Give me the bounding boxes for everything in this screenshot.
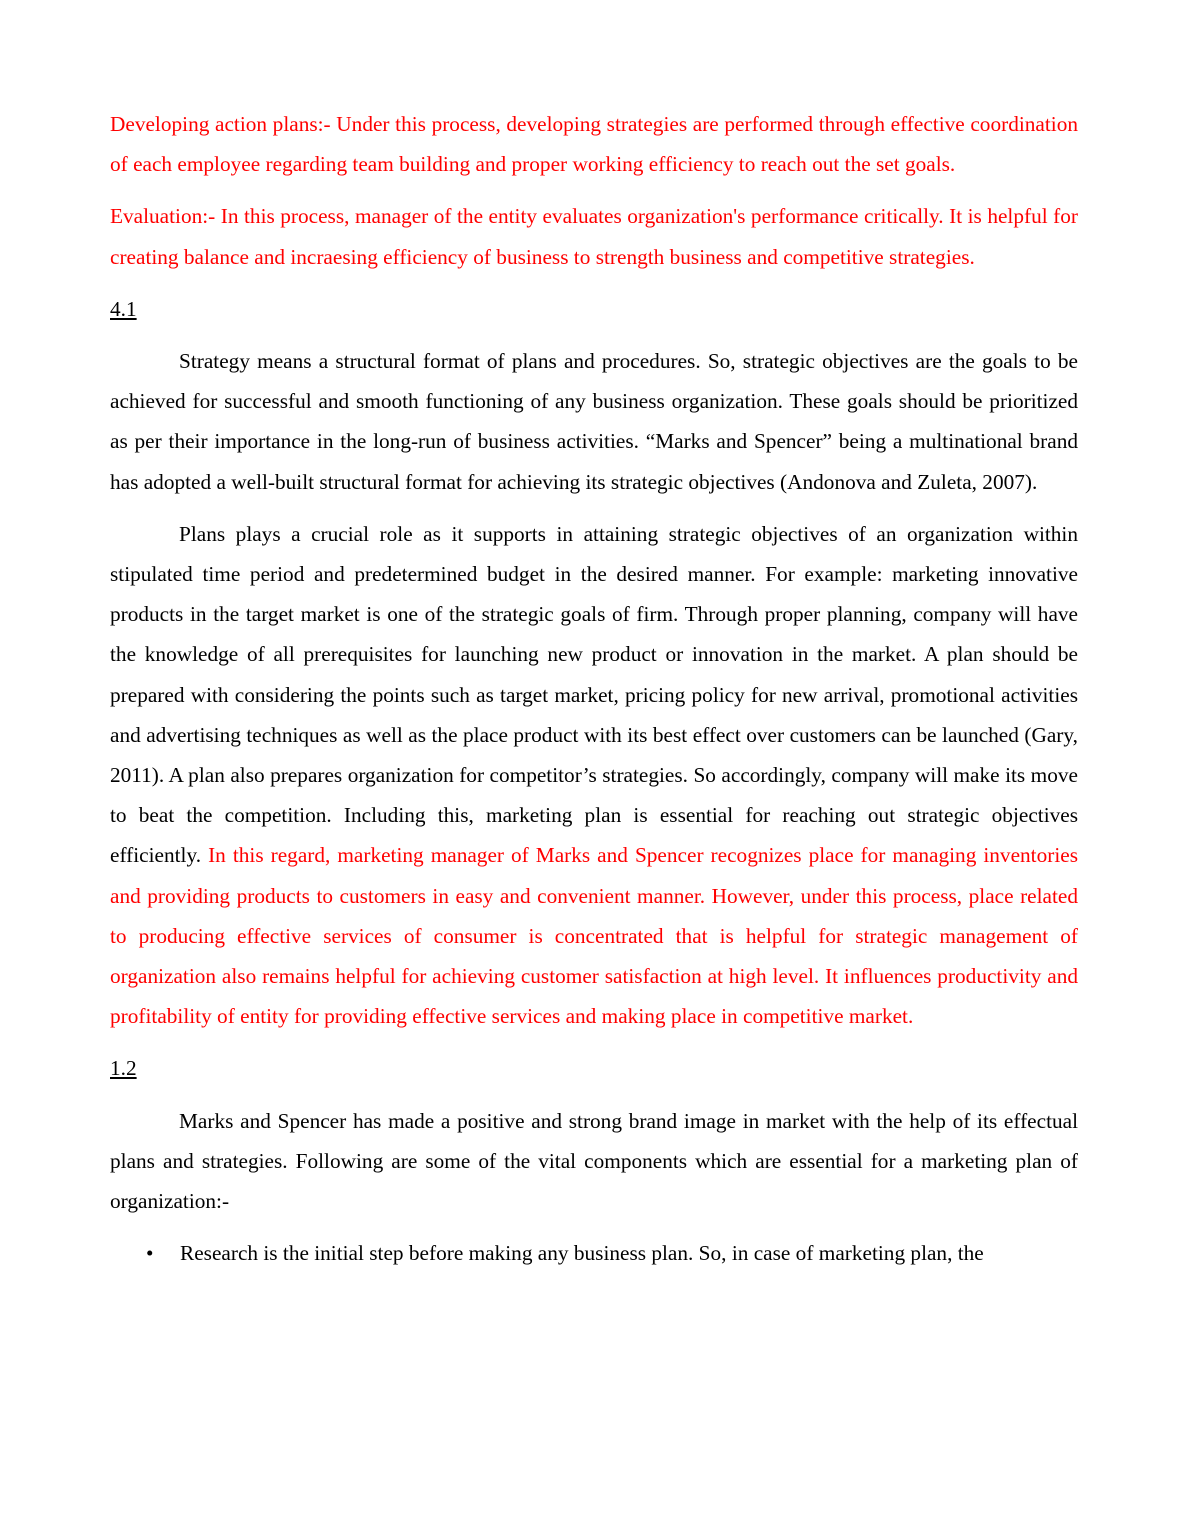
paragraph-action-plans: Developing action plans:- Under this process, developing strategies are performed through effective coordination of each employee regarding team building and proper working efficiency to reach out the set goals. — [110, 112, 1078, 177]
bullet-list — [110, 1233, 1078, 1273]
bullet-text: Research is the initial step before making any business plan. So, in case of marketing plan, the — [180, 1241, 984, 1266]
paragraph-evaluation: Evaluation:- In this process, manager of the entity evaluates organization's performance critically. It is helpful for creating balance and incraesing efficiency of business to strength business and competitive strategies. — [110, 204, 1078, 269]
bullet-icon: • — [146, 1241, 154, 1266]
paragraph-plans-red: In this regard, marketing manager of Marks and Spencer recognizes place for managing inventories and providing products to customers in easy and convenient manner. However, under this process, place related to producing effective services of consumer is concentrated that is helpful for strategic management of organization also remains helpful for achieving customer satisfaction at high level. It influences productivity and profitability of entity for providing effective services and making place in competitive market. — [110, 843, 1078, 1029]
paragraph-plans-black: Plans plays a crucial role as it supports in attaining strategic objectives of an organization within stipulated time period and predetermined budget in the desired manner. For example: marketing innovative products in the target market is one of the strategic goals of firm. Through proper planning, company will have the knowledge of all prerequisites for launching new product or innovation in the market. A plan should be prepared with considering the points such as target market, pricing policy for new arrival, promotional activities and advertising techniques as well as the place product with its best effect over customers can be launched (Gary, 2011). A plan also prepares organization for competitor’s strategies. So accordingly, company will make its move to beat the competition. Including this, marketing plan is essential for reaching out strategic objectives efficiently. — [110, 521, 1078, 868]
paragraph-brand-image: Marks and Spencer has made a positive and strong brand image in market with the help of its effectual plans and strategies. Following are some of the vital components which are essential for a marketing plan of organization:- — [110, 1108, 1078, 1214]
document-page — [110, 104, 1078, 1273]
paragraph-strategy: Strategy means a structural format of plans and procedures. So, strategic objectives are the goals to be achieved for successful and smooth functioning of any business organization. These goals should be prioritized as per their importance in the long-run of business activities. “Marks and Spencer” being a multinational brand has adopted a well-built structural format for achieving its strategic objectives (Andonova and Zuleta, 2007). — [110, 349, 1078, 494]
section-heading-1-2: 1.2 — [110, 1056, 137, 1081]
list-item — [110, 1233, 1078, 1273]
section-heading-4-1: 4.1 — [110, 296, 137, 321]
paragraph-plans — [110, 514, 1078, 1037]
